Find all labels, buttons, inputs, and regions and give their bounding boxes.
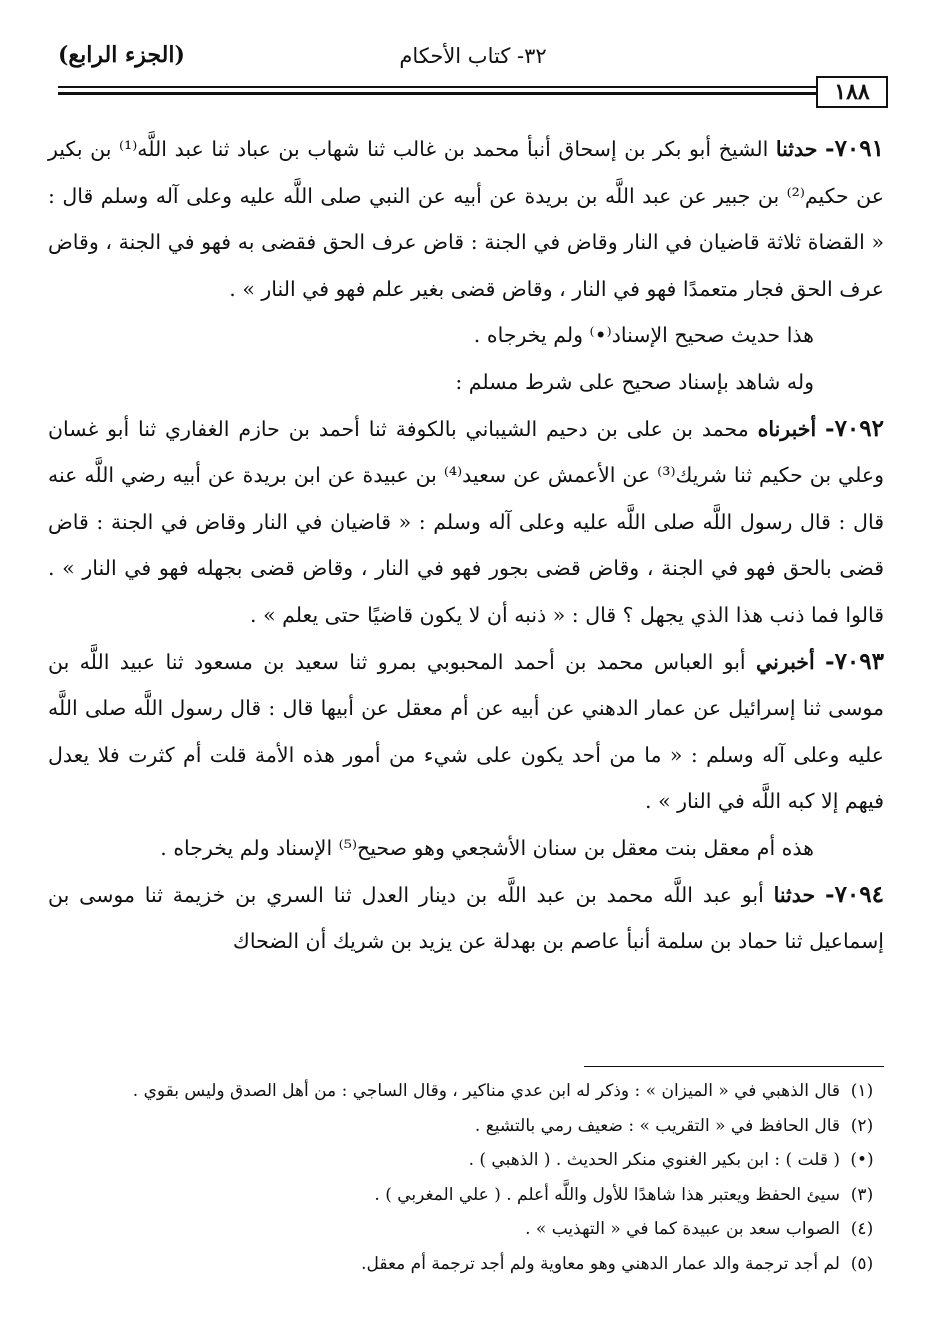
footnote-divider xyxy=(584,1066,884,1067)
grading-note: هذه أم معقل بنت معقل بن سنان الأشجعي وهو صحيح⁽⁵⁾ الإسناد ولم يخرجاه . xyxy=(160,835,814,860)
footnote-text: الصواب سعد بن عبيدة كما في « التهذيب » . xyxy=(525,1219,840,1239)
main-text xyxy=(48,126,884,965)
footnote-text: لم أجد ترجمة والد عمار الدهني وهو معاوية ولم أجد ترجمة أم معقل. xyxy=(361,1253,840,1274)
chapter-title: ٣٢- كتاب الأحكام xyxy=(399,44,547,68)
footnote xyxy=(48,1074,884,1109)
hadith-text: أبو العباس محمد بن أحمد المحبوبي بمرو ثنا سعيد بن مسعود ثنا عبيد اللَّه بن موسى ثنا إسرائيل عن عمار الدهني عن أبيه عن أم معقل عن أبيها قال : قال رسول اللَّه صلى اللَّه عليه وعلى آله وسلم : « ما من أحد يكون على شيء من أمور هذه الأمة قلت أم كثرت فلا يعدل فيهم إلا كبه اللَّه في النار » . xyxy=(48,649,884,814)
footnote-text: قال الذهبي في « الميزان » : وذكر له ابن عدي مناكير ، وقال الساجي : من أهل الصدق وليس بقوي . xyxy=(132,1081,840,1101)
running-header xyxy=(58,40,888,80)
footnote-marker: (٤) xyxy=(850,1219,874,1239)
hadith-lead: حدثنا xyxy=(773,882,816,907)
footnote xyxy=(48,1109,884,1144)
hadith-7092 xyxy=(48,406,884,639)
footnote-marker: (١) xyxy=(850,1081,874,1101)
hadith-number: ٧٠٩٢- xyxy=(825,414,884,442)
hadith-7091 xyxy=(48,126,884,312)
hadith-lead: أخبرني xyxy=(756,649,815,674)
footnote-marker: (•) xyxy=(850,1150,874,1170)
footnote xyxy=(48,1212,884,1247)
hadith-number: ٧٠٩٤- xyxy=(825,880,884,908)
grading-note: هذا حديث صحيح الإسناد⁽•⁾ ولم يخرجاه . xyxy=(473,323,814,348)
hadith-lead: أخبرناه xyxy=(757,416,817,441)
part-label: (الجزء الرابع) xyxy=(58,42,185,68)
witness-note: وله شاهد بإسناد صحيح على شرط مسلم : xyxy=(455,369,814,394)
footnote xyxy=(48,1143,884,1178)
hadith-text: الشيخ أبو بكر بن إسحاق أنبأ محمد بن غالب ثنا شهاب بن عباد ثنا عبد اللَّه⁽¹⁾ بن بكير عن حكيم⁽²⁾ بن جبير عن عبد اللَّه بن بريدة عن أبيه عن النبي صلى اللَّه عليه وعلى آله وسلم قال : « القضاة ثلاثة قاضيان في النار وقاض في الجنة : قاض عرف الحق فقضى به فهو في الجنة ، وقاض عرف الحق فجار متعمدًا فهو في النار ، وقاض قضى بغير علم فهو في النار » . xyxy=(48,137,885,301)
footnote-text: ( قلت ) : ابن بكير الغنوي منكر الحديث . ( الذهبي ) . xyxy=(468,1150,840,1170)
hadith-text: أبو عبد اللَّه محمد بن عبد اللَّه بن دينار العدل ثنا السري بن خزيمة ثنا موسى بن إسماعيل ثنا حماد بن سلمة أنبأ عاصم بن بهدلة عن يزيد بن شريك أن الضحاك xyxy=(48,882,884,954)
footnote-text: سيئ الحفظ ويعتبر هذا شاهدًا للأول واللَّه أعلم . ( علي المغربي ) . xyxy=(374,1184,840,1205)
footnote-marker: (٣) xyxy=(850,1184,874,1205)
footnote-marker: (٢) xyxy=(850,1115,874,1136)
hadith-number: ٧٠٩٣- xyxy=(825,647,884,675)
header-rule-top xyxy=(58,86,816,88)
header-rule-bottom xyxy=(58,92,816,95)
footnote-text: قال الحافظ في « التقريب » : ضعيف رمي بالتشيع . xyxy=(474,1115,840,1136)
footnotes xyxy=(48,1074,884,1281)
hadith-lead: حدثنا xyxy=(775,137,818,161)
hadith-number: ٧٠٩١- xyxy=(825,135,884,162)
page-number: ١٨٨ xyxy=(816,76,888,108)
hadith-7093 xyxy=(48,639,884,825)
hadith-7094 xyxy=(48,872,884,965)
footnote xyxy=(48,1178,884,1213)
hadith-text: محمد بن على بن دحيم الشيباني بالكوفة ثنا أحمد بن حازم الغفاري ثنا أبو غسان وعلي بن حكيم ثنا شريك⁽³⁾ عن الأعمش عن سعيد⁽⁴⁾ بن عبيدة عن ابن بريدة عن أبيه رضي اللَّه عنه قال : قال رسول اللَّه صلى اللَّه عليه وعلى آله وسلم : « قاضيان في النار وقاض في الجنة : قاض قضى بالحق فهو في الجنة ، وقاض قضى بجور فهو في النار ، وقاض قضى بجهله فهو في النار » . قالوا فما ذنب هذا الذي يجهل ؟ قال : « ذنبه أن لا يكون قاضيًا حتى يعلم » . xyxy=(48,416,884,627)
footnote xyxy=(48,1247,884,1282)
footnote-marker: (٥) xyxy=(850,1253,874,1274)
